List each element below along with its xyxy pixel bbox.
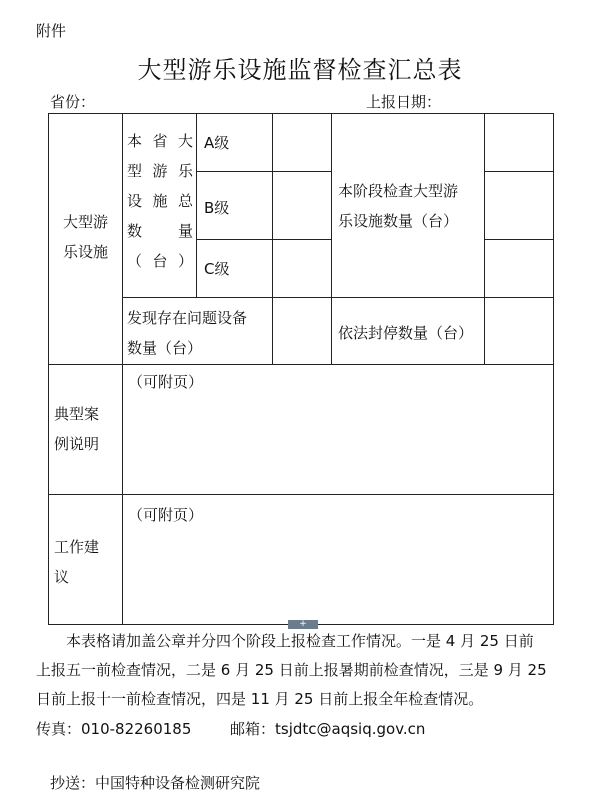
stage-count-label: 本阶段检查大型游 乐设施数量（台） — [338, 182, 459, 230]
case-label: 典型案 例说明 — [54, 405, 100, 453]
table-move-handle[interactable]: + — [288, 620, 318, 629]
grade-b-label: B级 — [204, 199, 230, 217]
work-suggestion-note: （可附页） — [128, 506, 204, 524]
fax-info: 传真：010-82260185 — [36, 720, 192, 738]
table-border-right — [553, 113, 554, 625]
attachment-label: 附件 — [36, 22, 67, 40]
grid-line — [196, 113, 197, 297]
grid-line — [196, 171, 332, 172]
grade-c-label: C级 — [204, 260, 230, 278]
table-border-left — [48, 113, 49, 625]
province-label: 省份： — [50, 93, 96, 111]
case-note: （可附页） — [128, 373, 204, 391]
cc-info: 抄送：中国特种设备检测研究院 — [50, 774, 261, 792]
grid-line — [48, 494, 554, 495]
grid-line — [196, 239, 332, 240]
grid-line — [122, 113, 123, 625]
grid-line — [484, 171, 554, 172]
sealed-count-label: 依法封停数量（台） — [338, 324, 474, 342]
problem-count-label: 发现存在问题设备 数量（台） — [127, 309, 248, 357]
email-info: 邮箱：tsjdtc@aqsiq.gov.cn — [230, 720, 426, 738]
table-border-top — [48, 113, 554, 114]
note-line-1: 本表格请加盖公章并分四个阶段上报检查工作情况。一是 4 月 25 日前 — [66, 632, 534, 650]
report-date-label: 上报日期： — [366, 93, 442, 111]
note-line-2: 上报五一前检查情况，二是 6 月 25 日前上报暑期前检查情况，三是 9 月 25 — [36, 661, 547, 679]
facility-label: 大型游 乐设施 — [62, 213, 108, 261]
total-count-label: 本省大 型游乐 设施总 数 量 （台） — [127, 132, 193, 270]
page-title: 大型游乐设施监督检查汇总表 — [137, 56, 463, 84]
grid-line — [48, 364, 554, 365]
grid-line — [484, 113, 485, 364]
grid-line — [484, 239, 554, 240]
grade-a-label: A级 — [204, 134, 230, 152]
work-suggestion-label: 工作建 议 — [54, 538, 100, 586]
grid-line — [331, 113, 332, 364]
grid-line — [122, 297, 554, 298]
note-line-3: 日前上报十一前检查情况，四是 11 月 25 日前上报全年检查情况。 — [36, 690, 484, 708]
